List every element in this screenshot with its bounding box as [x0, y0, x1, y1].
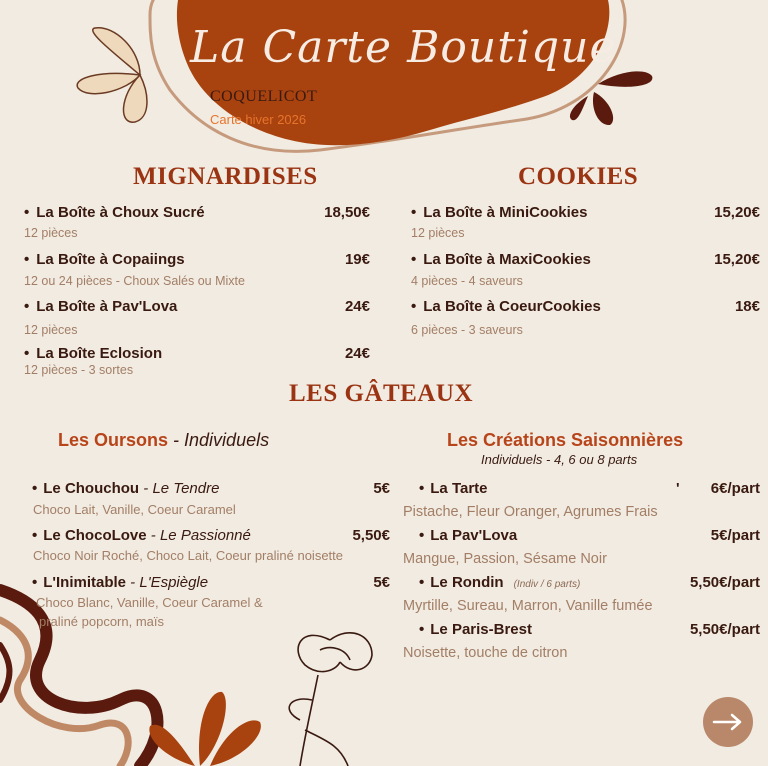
section-title-mignardises: MIGNARDISES — [133, 163, 318, 190]
menu-item-name: • La Boîte Eclosion — [24, 345, 163, 362]
menu-item-price: 15,20€ — [714, 204, 760, 221]
menu-item-name: • La Boîte à Choux Sucré — [24, 204, 205, 221]
cake-item-description: Choco Blanc, Vanille, Coeur Caramel & — [36, 595, 263, 610]
cake-item-description: Mangue, Passion, Sésame Noir — [403, 551, 607, 567]
section-title-cookies: COOKIES — [518, 163, 639, 190]
menu-item-name: • La Boîte à Copaiings — [24, 251, 185, 268]
cake-item-price: 5€/part — [710, 527, 760, 544]
section-title-gateaux: LES GÂTEAUX — [289, 380, 474, 407]
menu-item-price: 19€ — [344, 251, 370, 268]
menu-item-detail: 12 pièces — [411, 226, 465, 240]
cake-item-description: Pistache, Fleur Oranger, Agrumes Frais — [403, 504, 658, 520]
menu-item-price: 24€ — [344, 298, 370, 315]
menu-item-detail: 12 pièces — [24, 323, 78, 337]
brand-name: COQUELICOT — [210, 88, 318, 105]
subsection-title-saisonnieres: Les Créations Saisonnières — [447, 430, 684, 450]
cake-item-price: 5€ — [373, 574, 390, 591]
menu-item-name: • La Boîte à MaxiCookies — [411, 251, 591, 268]
cake-item-description-continued: praliné popcorn, maïs — [39, 614, 165, 629]
cake-item-name: • L'Inimitable - L'Espiègle — [32, 574, 209, 591]
cake-item-price: 5,50€/part — [689, 574, 760, 591]
subsection-title-oursons: Les Oursons - Individuels — [58, 430, 270, 450]
subsection-note: Individuels - 4, 6 ou 8 parts — [481, 452, 638, 467]
cake-item-price: 6€/part — [710, 480, 760, 497]
menu-item-detail: 12 pièces - 3 sortes — [24, 363, 134, 377]
petals-decoration-right — [570, 71, 652, 125]
cake-item-description: Choco Noir Roché, Choco Lait, Coeur praliné noisette — [33, 548, 344, 563]
menu-item-price: 18,50€ — [324, 204, 370, 221]
cake-item-name: • Le Rondin (Indiv / 6 parts) — [419, 574, 581, 591]
line-flower-decoration — [289, 633, 372, 766]
page-title: La Carte Boutique — [190, 22, 617, 73]
menu-item-name: • La Boîte à CoeurCookies — [411, 298, 601, 315]
next-page-button[interactable] — [703, 697, 753, 747]
menu-item-detail: 4 pièces - 4 saveurs — [411, 274, 523, 288]
cake-item-name: • La Tarte — [419, 480, 488, 497]
menu-item-name: • La Boîte à Pav'Lova — [24, 298, 178, 315]
menu-item-price: 18€ — [734, 298, 760, 315]
cake-item-price: 5,50€ — [352, 527, 390, 544]
cake-item-name: • Le Chouchou - Le Tendre — [32, 480, 220, 497]
menu-item-name: • La Boîte à MiniCookies — [411, 204, 588, 221]
cake-item-description: Choco Lait, Vanille, Coeur Caramel — [33, 502, 236, 517]
cake-item-name: • La Pav'Lova — [419, 527, 518, 544]
season-label: Carte hiver 2026 — [210, 112, 307, 127]
cake-item-price: 5,50€/part — [689, 621, 760, 638]
cake-item-description: Myrtille, Sureau, Marron, Vanille fumée — [403, 598, 653, 614]
arrow-right-icon — [712, 712, 744, 732]
menu-item-detail: 12 pièces — [24, 226, 78, 240]
flower-decoration-left — [77, 28, 147, 122]
cake-item-price: 5€ — [373, 480, 390, 497]
menu-item-detail: 12 ou 24 pièces - Choux Salés ou Mixte — [24, 274, 245, 288]
cake-item-description: Noisette, touche de citron — [403, 645, 568, 661]
menu-item-price: 24€ — [344, 345, 370, 362]
petals-decoration-bottom — [149, 692, 261, 766]
menu-item-price: 15,20€ — [714, 251, 760, 268]
cake-item-name: • Le ChocoLove - Le Passionné — [32, 527, 251, 544]
cake-item-name: • Le Paris-Brest — [419, 621, 532, 638]
stray-mark: ' — [676, 480, 680, 497]
menu-item-detail: 6 pièces - 3 saveurs — [411, 323, 523, 337]
